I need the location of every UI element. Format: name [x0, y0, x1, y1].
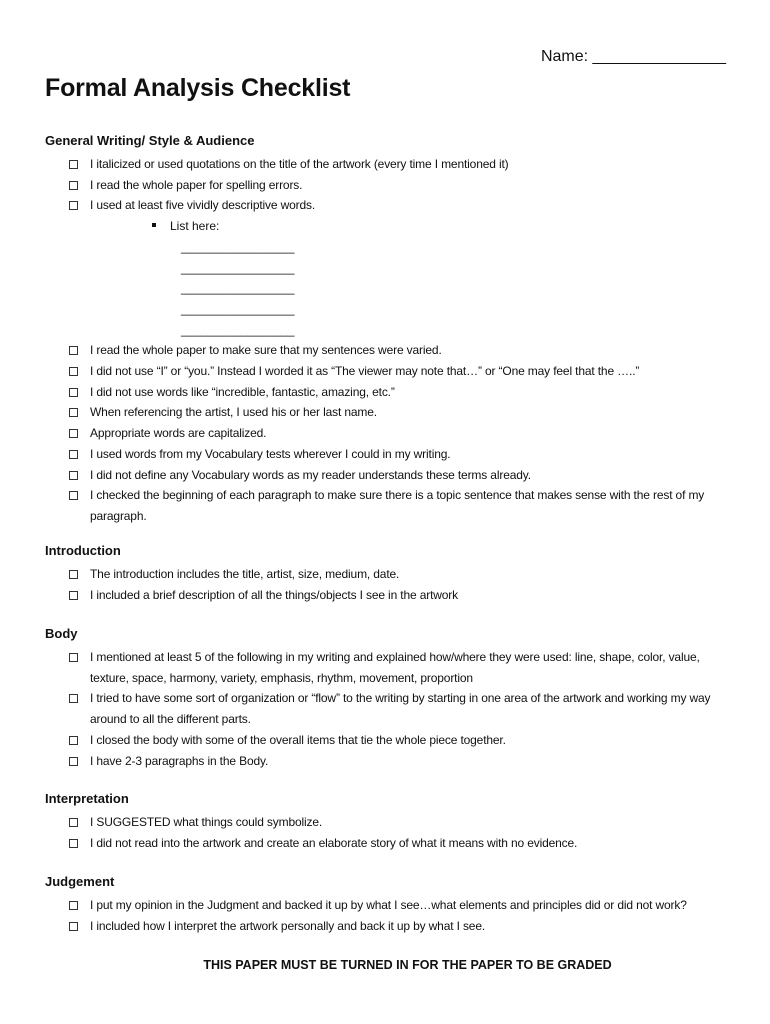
checklist-item	[45, 730, 735, 751]
checklist-item	[45, 916, 735, 937]
checkbox[interactable]	[69, 201, 78, 210]
checklist-item	[45, 465, 735, 486]
list-here-label: List here:	[170, 219, 220, 234]
checklist-item	[45, 647, 735, 688]
checkbox[interactable]	[69, 388, 78, 397]
section-general-writing	[45, 133, 735, 527]
checkbox[interactable]	[69, 160, 78, 169]
checklist-item	[45, 340, 735, 361]
checklist-item-text: I did not read into the artwork and create an elaborate story of what it means with no evidence.	[90, 835, 578, 850]
blank-line[interactable]: _________________	[181, 281, 295, 296]
checklist-item	[45, 585, 735, 606]
descriptive-words-list	[45, 216, 735, 340]
checklist-item-text: I included how I interpret the artwork personally and back it up by what I see.	[90, 918, 486, 933]
checklist-item	[45, 812, 735, 833]
checklist-item	[45, 382, 735, 403]
section-heading: Body	[45, 626, 78, 641]
checkbox[interactable]	[69, 736, 78, 745]
checklist-item-text: I did not use words like “incredible, fantastic, amazing, etc.”	[90, 384, 395, 399]
checkbox[interactable]	[69, 591, 78, 600]
checklist-item-text: I have 2-3 paragraphs in the Body.	[90, 753, 269, 768]
checklist-item-text: I used at least five vividly descriptive words.	[90, 198, 316, 213]
name-field-label: Name: _______________	[540, 48, 726, 65]
checklist-item-text: I put my opinion in the Judgment and backed it up by what I see…what elements and principles did or did not work?	[90, 898, 687, 912]
blank-line[interactable]: _________________	[181, 301, 295, 316]
checklist-item-text: I did not define any Vocabulary words as my reader understands these terms already.	[90, 467, 531, 482]
checklist-item	[45, 688, 735, 729]
checkbox[interactable]	[69, 901, 78, 910]
checklist-item-text: I closed the body with some of the overall items that tie the whole piece together.	[90, 732, 506, 747]
checklist-item	[45, 154, 735, 175]
section-body	[45, 626, 735, 771]
checklist-item-text: Appropriate words are capitalized.	[90, 426, 267, 441]
checklist-item	[45, 564, 735, 585]
checklist-item-text: I did not use “I” or “you.” Instead I worded it as “The viewer may note that…” or “One may feel that the …..”	[90, 364, 640, 379]
checklist-item	[45, 423, 735, 444]
section-introduction	[45, 543, 735, 605]
checklist-item	[45, 751, 735, 772]
checkbox[interactable]	[69, 429, 78, 438]
checklist-item	[45, 895, 735, 916]
checklist-item-text: I mentioned at least 5 of the following in my writing and explained how/where they were used: line, shape, color, value, texture, space, harmony, variety, emphasis, rhythm, movement, proportion	[90, 650, 700, 685]
section-judgement	[45, 874, 735, 936]
checkbox[interactable]	[69, 757, 78, 766]
checklist-item-text: When referencing the artist, I used his or her last name.	[90, 405, 377, 420]
checkbox[interactable]	[69, 694, 78, 703]
checkbox[interactable]	[69, 181, 78, 190]
checkbox[interactable]	[69, 818, 78, 827]
section-heading: Judgement	[45, 874, 115, 889]
checkbox[interactable]	[69, 570, 78, 579]
section-interpretation	[45, 791, 735, 853]
checklist-item-text: I tried to have some sort of organization or “flow” to the writing by starting in one area of the artwork and working my way around to all the different parts.	[90, 691, 711, 727]
blank-line[interactable]: _________________	[181, 239, 295, 254]
blank-line[interactable]: _________________	[181, 260, 295, 275]
checkbox[interactable]	[69, 471, 78, 480]
checkbox[interactable]	[69, 653, 78, 662]
blank-line[interactable]: _________________	[181, 322, 295, 337]
checklist-item	[45, 485, 735, 526]
list-here-item	[152, 216, 735, 237]
section-heading: General Writing/ Style & Audience	[45, 133, 255, 148]
section-heading: Introduction	[45, 543, 121, 558]
checkbox[interactable]	[69, 839, 78, 848]
checklist-item	[45, 175, 735, 196]
square-bullet-icon	[152, 223, 156, 227]
checklist-item-text: I read the whole paper to make sure that my sentences were varied.	[90, 343, 442, 358]
checkbox[interactable]	[69, 408, 78, 417]
checkbox[interactable]	[69, 491, 78, 500]
checklist-item-text: I italicized or used quotations on the title of the artwork (every time I mentioned it)	[90, 157, 509, 171]
section-heading: Interpretation	[45, 791, 129, 806]
checkbox[interactable]	[69, 346, 78, 355]
page-title: Formal Analysis Checklist	[45, 74, 351, 102]
checklist-item-text: The introduction includes the title, artist, size, medium, date.	[90, 567, 400, 581]
checkbox[interactable]	[69, 367, 78, 376]
checklist-item-text: I SUGGESTED what things could symbolize.	[90, 815, 323, 829]
checklist-item-text: I included a brief description of all the things/objects I see in the artwork	[90, 587, 458, 602]
checklist-item-text: I used words from my Vocabulary tests wherever I could in my writing.	[90, 446, 451, 461]
checklist-item	[45, 444, 735, 465]
checklist-item	[45, 361, 735, 382]
checklist-item-text: I read the whole paper for spelling errors.	[90, 177, 303, 192]
checkbox[interactable]	[69, 922, 78, 931]
checklist-item	[45, 195, 735, 216]
footer-notice: THIS PAPER MUST BE TURNED IN FOR THE PAPER TO BE GRADED	[203, 958, 612, 972]
checklist-item	[45, 402, 735, 423]
checklist-item-text: I checked the beginning of each paragraph to make sure there is a topic sentence that makes sense with the rest of my paragraph.	[90, 488, 705, 523]
checkbox[interactable]	[69, 450, 78, 459]
checklist-item	[45, 833, 735, 854]
